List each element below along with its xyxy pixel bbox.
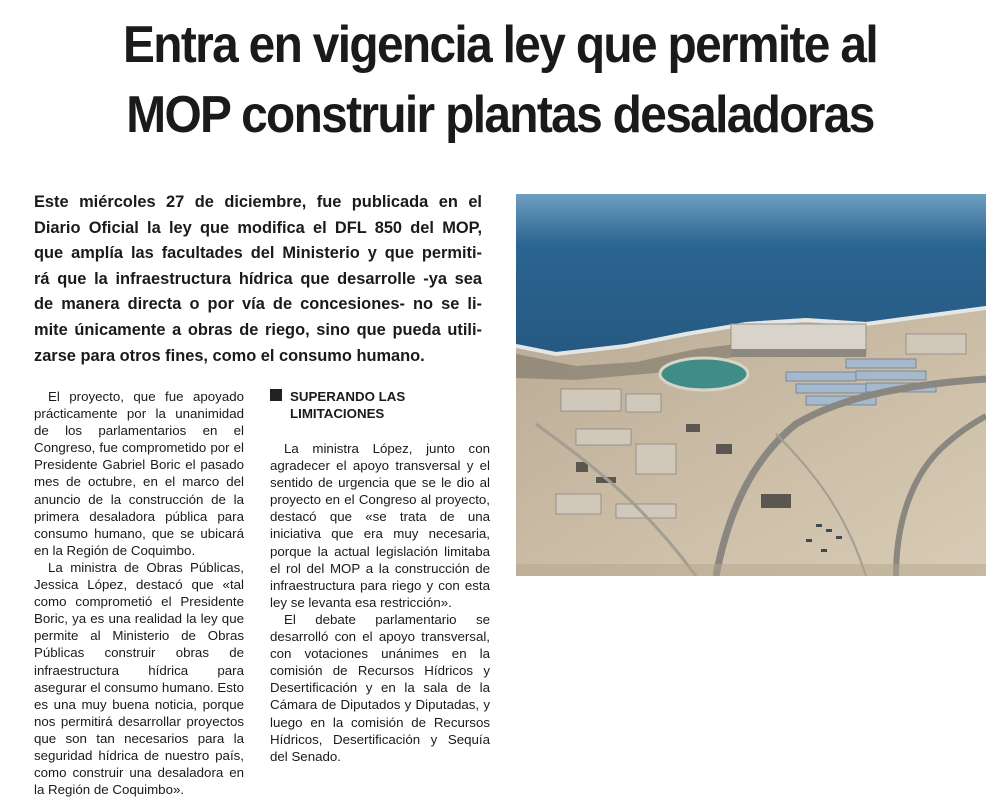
- section-subhead: [270, 388, 490, 422]
- body-paragraph: El proyecto, que fue apoyado prácticamente por la unanimidad de los parlamentarios en el Congreso, fue comprometido por el Presidente Gabriel Boric el pasado mes de octubre, en el marco del anuncio de la construcción de la primera desaladora pública para consumo humano, que se ubicará en la Región de Coquimbo.: [34, 389, 244, 558]
- headline: [58, 10, 941, 150]
- lead-line: Este miércoles 27 de diciembre, fue publicada en el: [34, 193, 482, 211]
- body-paragraph: La ministra López, junto con agradecer el apoyo transversal y el sentido de urgencia que se le dio al proyecto en el Congreso al proyecto, destacó que «se trata de una iniciativa que era muy necesaria, porque la actual legislación limitaba el rol del MOP a la construcción de infraestructura para riego y con esta ley se levanta esa restricción».: [270, 441, 490, 610]
- lead-line: rá que la infraestructura hídrica que desarrolle -ya sea: [34, 269, 482, 288]
- lead-paragraph: [34, 190, 482, 369]
- lead-line: zarse para otros fines, como el consumo humano.: [34, 346, 425, 365]
- lead-line: Diario Oficial la ley que modifica el DFL 850 del MOP,: [34, 218, 482, 237]
- headline-line-1: Entra en vigencia ley que permite al: [123, 16, 877, 74]
- article-photo: [516, 194, 986, 576]
- square-bullet-icon: [270, 389, 282, 401]
- lead-line: mite únicamente a obras de riego, sino que pueda utili-: [34, 320, 482, 339]
- lead-line: que amplía las facultades del Ministerio y que permiti-: [34, 244, 482, 263]
- body-paragraph: El debate parlamentario se desarrolló con el apoyo transversal, con votaciones unánimes en la comisión de Recursos Hídricos y Desertificación y en la sala de la Cámara de Diputados y Diputadas, y luego en la comisión de Recursos Hídricos, Desertificación y Sequía del Senado.: [270, 611, 490, 764]
- lead-line: de manera directa o por vía de concesiones- no se li-: [34, 295, 482, 314]
- subhead-text: SUPERANDO LAS LIMITACIONES: [290, 389, 406, 421]
- desalination-plant-aerial-image: [516, 194, 986, 576]
- body-column-2: [270, 388, 490, 765]
- headline-line-2: MOP construir plantas desaladoras: [126, 86, 874, 144]
- body-column-1: [34, 388, 244, 798]
- body-paragraph: La ministra de Obras Públicas, Jessica López, destacó que «tal como comprometió el Presidente Boric, ya es una realidad la ley que permite al Ministerio de Obras Públicas construir obras de infraestructura hídrica para asegurar el consumo humano. Esto es una muy buena noticia, porque nos permitirá desarrollar proyectos que son tan necesarios para la seguridad hídrica de nuestro país, como construir una desaladora en la Región de Coquimbo».: [34, 559, 244, 798]
